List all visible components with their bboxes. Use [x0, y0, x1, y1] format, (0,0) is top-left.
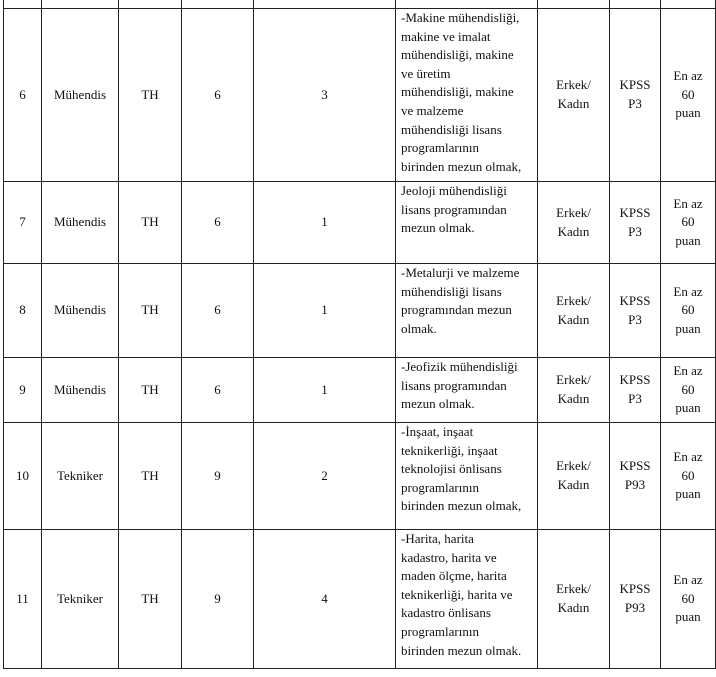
- requirement-cell-line: -İnşaat, inşaat: [401, 424, 474, 439]
- requirement-cell-line: mühendisliği lisans: [401, 283, 502, 299]
- grade-cell: 9: [182, 423, 254, 530]
- gender-cell-line: Kadın: [557, 600, 590, 615]
- row-number-cell: 7: [4, 182, 42, 264]
- class-type-cell: TH: [119, 264, 182, 358]
- requirement-cell-line: -Metalurji ve malzeme: [401, 265, 520, 280]
- class-type-cell: TH: [119, 9, 182, 182]
- top-cell: [4, 0, 42, 9]
- min-score-cell: [661, 423, 716, 530]
- exam-type-cell: [610, 264, 661, 358]
- min-score-cell-line: En az: [673, 572, 703, 588]
- min-score-cell: [661, 9, 716, 182]
- requirement-cell: [396, 423, 538, 530]
- position-title-cell: Mühendis: [42, 9, 119, 182]
- count-cell: 3: [254, 9, 396, 182]
- count-cell: 4: [254, 530, 396, 669]
- gender-cell-line: Erkek/: [556, 372, 591, 388]
- table-body: [4, 0, 716, 669]
- top-cell: [42, 0, 119, 9]
- exam-type-cell: [610, 358, 661, 423]
- min-score-cell-line: 60: [681, 214, 695, 230]
- exam-type-cell: [610, 530, 661, 669]
- gender-cell: [538, 182, 610, 264]
- requirement-cell-line: mühendisliği lisans: [401, 121, 502, 137]
- exam-type-cell-line: P3: [628, 223, 642, 239]
- top-cell: [610, 0, 661, 9]
- min-score-cell-line: En az: [673, 283, 703, 299]
- position-title-cell: Tekniker: [42, 530, 119, 669]
- position-title-cell: Tekniker: [42, 423, 119, 530]
- exam-type-cell: [610, 9, 661, 182]
- requirement-cell: [396, 358, 538, 423]
- requirement-cell-line: birinden mezun olmak,: [401, 158, 522, 174]
- min-score-cell-line: puan: [675, 232, 701, 248]
- min-score-cell-line: En az: [673, 363, 703, 379]
- grade-cell: 6: [182, 264, 254, 358]
- requirement-cell-line: makine ve imalat: [401, 28, 491, 44]
- table-row: [4, 358, 716, 423]
- gender-cell-line: Kadın: [557, 311, 590, 327]
- requirement-cell: [396, 9, 538, 182]
- top-cell: [396, 0, 538, 9]
- requirement-cell-line: olmak.: [401, 320, 437, 336]
- requirement-cell-line: lisans programından: [401, 377, 507, 393]
- requirement-cell-line: lisans programından: [401, 201, 507, 217]
- exam-type-cell-line: P3: [628, 391, 642, 406]
- min-score-cell-line: 60: [681, 467, 695, 483]
- min-score-cell-line: En az: [673, 449, 703, 465]
- requirement-cell-line: mezun olmak.: [401, 220, 475, 236]
- grade-cell: 6: [182, 9, 254, 182]
- row-number-cell: 8: [4, 264, 42, 358]
- requirement-cell-line: kadastro önlisans: [401, 605, 491, 621]
- requirement-cell-line: birinden mezun olmak.: [401, 642, 522, 658]
- table-row: [4, 9, 716, 182]
- top-cell: [661, 0, 716, 9]
- exam-type-cell-line: P93: [624, 477, 646, 492]
- gender-cell-line: Erkek/: [556, 581, 591, 597]
- requirement-cell-line: -Jeofizik mühendisliği: [401, 359, 518, 374]
- min-score-cell-line: En az: [673, 68, 703, 84]
- requirement-cell-line: -Makine mühendisliği,: [401, 10, 520, 25]
- exam-type-cell-line: P3: [628, 311, 642, 327]
- exam-type-cell-line: P3: [628, 96, 642, 111]
- min-score-cell-line: puan: [675, 400, 701, 416]
- requirement-cell-line: mühendisliği, makine: [401, 47, 514, 63]
- count-cell: 1: [254, 358, 396, 423]
- exam-type-cell-line: P93: [624, 600, 646, 615]
- min-score-cell-line: puan: [675, 486, 701, 502]
- min-score-cell-line: puan: [675, 609, 701, 625]
- position-title-cell: Mühendis: [42, 182, 119, 264]
- position-title-cell: Mühendis: [42, 358, 119, 423]
- requirement-cell-line: ve malzeme: [401, 102, 464, 118]
- gender-cell: [538, 358, 610, 423]
- requirement-cell-line: Jeoloji mühendisliği: [401, 183, 507, 198]
- requirement-cell-line: programlarının: [401, 479, 479, 495]
- count-cell: 2: [254, 423, 396, 530]
- exam-type-cell-line: KPSS: [619, 372, 651, 388]
- min-score-cell-line: puan: [675, 320, 701, 336]
- gender-cell-line: Erkek/: [556, 77, 591, 93]
- gender-cell: [538, 423, 610, 530]
- requirement-cell-line: mezun olmak.: [401, 396, 475, 412]
- top-cell: [254, 0, 396, 9]
- requirement-cell-line: ve üretim: [401, 65, 451, 81]
- count-cell: 1: [254, 182, 396, 264]
- row-number-cell: 9: [4, 358, 42, 423]
- exam-type-cell-line: KPSS: [619, 458, 651, 474]
- exam-type-cell-line: KPSS: [619, 581, 651, 597]
- min-score-cell-line: 60: [681, 302, 695, 318]
- grade-cell: 6: [182, 358, 254, 423]
- requirement-cell-line: kadastro, harita ve: [401, 549, 497, 565]
- table-row: [4, 264, 716, 358]
- table-row-partial-top: [4, 0, 716, 9]
- min-score-cell: [661, 264, 716, 358]
- requirement-cell-line: programından mezun: [401, 302, 512, 318]
- grade-cell: 6: [182, 182, 254, 264]
- requirements-table: [3, 0, 716, 669]
- row-number-cell: 6: [4, 9, 42, 182]
- row-number-cell: 10: [4, 423, 42, 530]
- exam-type-cell: [610, 423, 661, 530]
- table-row: [4, 530, 716, 669]
- requirement-cell-line: -Harita, harita: [401, 531, 474, 546]
- exam-type-cell-line: KPSS: [619, 292, 651, 308]
- min-score-cell-line: puan: [675, 105, 701, 121]
- requirement-cell-line: programlarının: [401, 623, 479, 639]
- gender-cell-line: Kadın: [557, 391, 590, 406]
- top-cell: [538, 0, 610, 9]
- gender-cell-line: Kadın: [557, 477, 590, 492]
- requirement-cell: [396, 264, 538, 358]
- gender-cell: [538, 530, 610, 669]
- requirement-cell: [396, 182, 538, 264]
- requirement-cell-line: mühendisliği, makine: [401, 84, 514, 100]
- requirement-cell-line: teknolojisi önlisans: [401, 461, 502, 477]
- requirement-cell-line: teknikerliği, inşaat: [401, 442, 498, 458]
- min-score-cell-line: 60: [681, 86, 695, 102]
- gender-cell-line: Kadın: [557, 96, 590, 111]
- top-cell: [119, 0, 182, 9]
- min-score-cell-line: 60: [681, 381, 695, 397]
- min-score-cell: [661, 182, 716, 264]
- requirement-cell-line: birinden mezun olmak,: [401, 498, 522, 514]
- class-type-cell: TH: [119, 182, 182, 264]
- class-type-cell: TH: [119, 423, 182, 530]
- min-score-cell-line: 60: [681, 590, 695, 606]
- requirement-cell-line: maden ölçme, harita: [401, 568, 507, 584]
- gender-cell: [538, 264, 610, 358]
- row-number-cell: 11: [4, 530, 42, 669]
- requirement-cell-line: teknikerliği, harita ve: [401, 586, 513, 602]
- table-row: [4, 182, 716, 264]
- min-score-cell: [661, 530, 716, 669]
- grade-cell: 9: [182, 530, 254, 669]
- min-score-cell-line: En az: [673, 195, 703, 211]
- gender-cell-line: Erkek/: [556, 292, 591, 308]
- requirement-cell-line: programlarının: [401, 140, 479, 156]
- count-cell: 1: [254, 264, 396, 358]
- top-cell: [182, 0, 254, 9]
- gender-cell: [538, 9, 610, 182]
- position-title-cell: Mühendis: [42, 264, 119, 358]
- gender-cell-line: Erkek/: [556, 204, 591, 220]
- exam-type-cell-line: KPSS: [619, 77, 651, 93]
- class-type-cell: TH: [119, 358, 182, 423]
- gender-cell-line: Erkek/: [556, 458, 591, 474]
- table-row: [4, 423, 716, 530]
- class-type-cell: TH: [119, 530, 182, 669]
- min-score-cell: [661, 358, 716, 423]
- exam-type-cell: [610, 182, 661, 264]
- gender-cell-line: Kadın: [557, 223, 590, 239]
- requirement-cell: [396, 530, 538, 669]
- exam-type-cell-line: KPSS: [619, 204, 651, 220]
